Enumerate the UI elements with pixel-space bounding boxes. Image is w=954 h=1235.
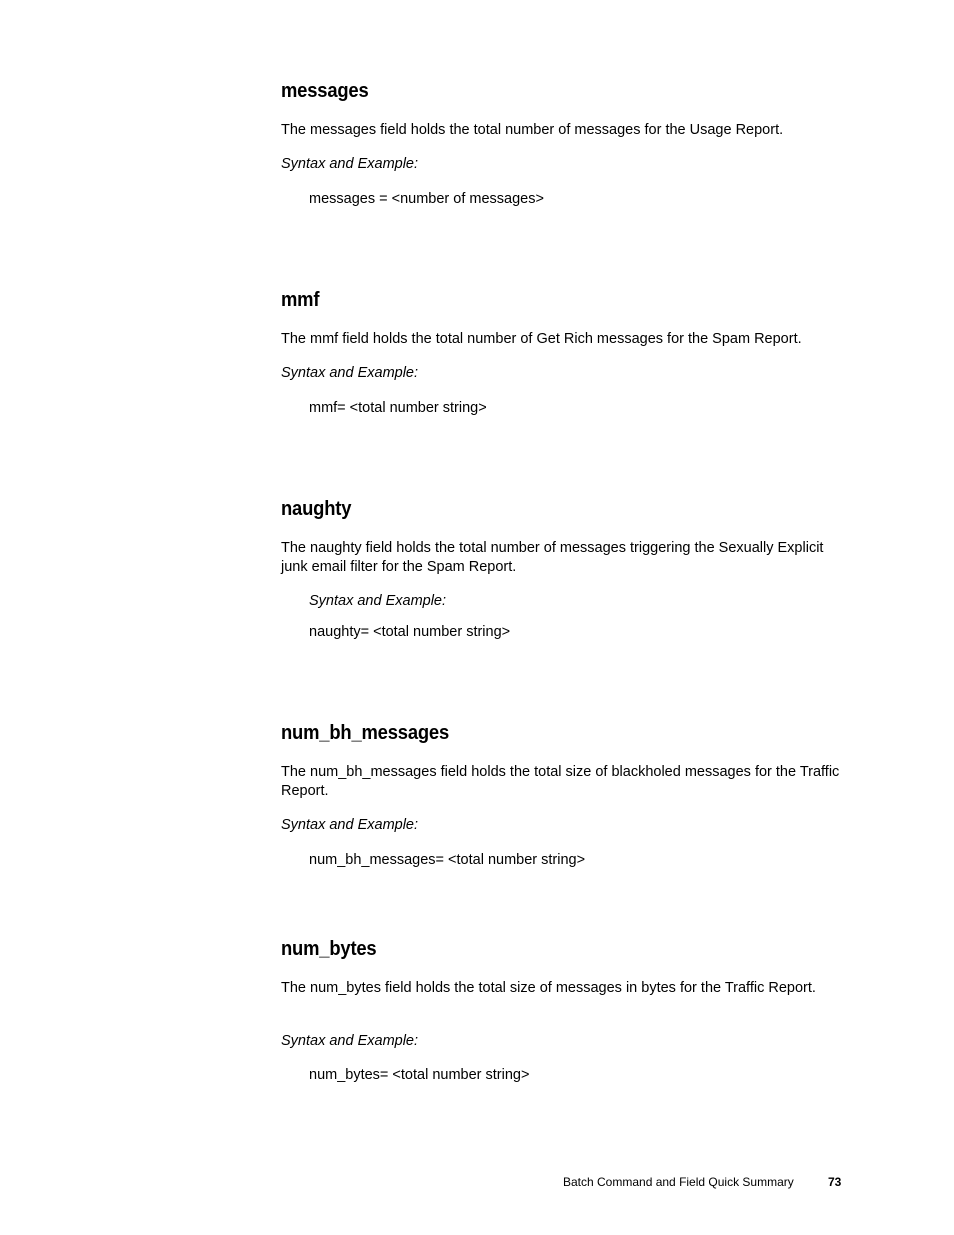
section-description-mmf: The mmf field holds the total number of Get Rich messages for the Spam Report. [281, 331, 802, 347]
footer-document-title: Batch Command and Field Quick Summary [563, 1175, 794, 1189]
section-heading-messages: messages [281, 80, 369, 102]
section-description-naughty: The naughty field holds the total number of messages triggering the Sexually Explicit junk email filter for the Spam Report. [281, 540, 824, 575]
syntax-example-messages: messages = <number of messages> [309, 191, 544, 207]
section-heading-num-bh-messages: num_bh_messages [281, 722, 450, 744]
section-description-messages: The messages field holds the total number of messages for the Usage Report. [281, 122, 784, 138]
footer-page-number: 73 [828, 1175, 842, 1189]
syntax-label-num-bh-messages: Syntax and Example: [281, 817, 419, 833]
syntax-example-num-bh-messages: num_bh_messages= <total number string> [309, 852, 586, 868]
syntax-label-mmf: Syntax and Example: [281, 365, 419, 381]
syntax-example-mmf: mmf= <total number string> [309, 400, 487, 416]
syntax-label-naughty: Syntax and Example: [309, 593, 447, 609]
section-description-num-bh-messages: The num_bh_messages field holds the total size of blackholed messages for the Traffic Report. [281, 764, 840, 799]
section-heading-mmf: mmf [281, 289, 320, 311]
syntax-label-messages: Syntax and Example: [281, 156, 419, 172]
section-heading-num-bytes: num_bytes [281, 938, 377, 960]
section-description-num-bytes: The num_bytes field holds the total size of messages in bytes for the Traffic Report. [281, 980, 816, 996]
section-heading-naughty: naughty [281, 498, 352, 520]
syntax-example-num-bytes: num_bytes= <total number string> [309, 1067, 530, 1083]
syntax-example-naughty: naughty= <total number string> [309, 624, 511, 640]
syntax-label-num-bytes: Syntax and Example: [281, 1033, 419, 1049]
